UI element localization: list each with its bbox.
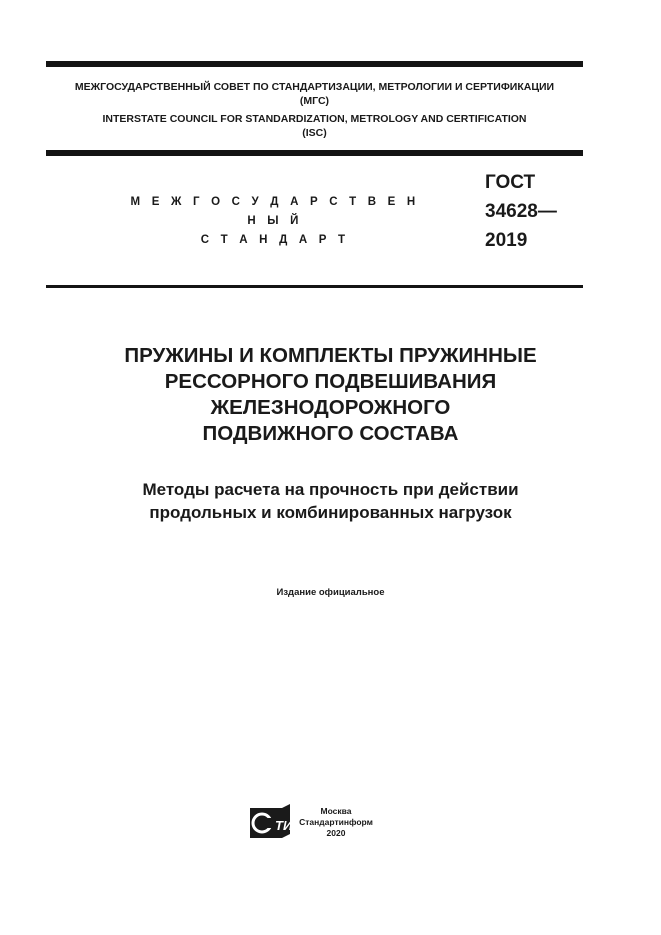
svg-text:ТИ: ТИ xyxy=(275,818,292,833)
gost-designation xyxy=(485,168,557,255)
document-title xyxy=(46,343,615,447)
subtitle-line: продольных и комбинированных нагрузок xyxy=(149,503,512,522)
council-en-line: INTERSTATE COUNCIL FOR STANDARDIZATION, METROLOGY AND CERTIFICATION xyxy=(102,113,527,125)
designation-rule xyxy=(46,285,583,288)
title-line: РЕССОРНОГО ПОДВЕШИВАНИЯ xyxy=(164,370,497,393)
publisher-info xyxy=(296,806,376,839)
publisher-name: Стандартинформ xyxy=(299,817,373,827)
council-name-en xyxy=(46,112,583,140)
subtitle-line: Методы расчета на прочность при действии xyxy=(142,480,519,499)
title-line: ЖЕЛЕЗНОДОРОЖНОГО xyxy=(210,396,451,419)
top-rule xyxy=(46,61,583,67)
title-line: ПРУЖИНЫ И КОМПЛЕКТЫ ПРУЖИННЫЕ xyxy=(124,344,537,367)
gost-year: 2019 xyxy=(485,230,528,251)
council-ru-abbr: (МГС) xyxy=(299,95,330,107)
council-ru-line: МЕЖГОСУДАРСТВЕННЫЙ СОВЕТ ПО СТАНДАРТИЗАЦИИ, МЕТРОЛОГИИ И СЕРТИФИКАЦИИ xyxy=(74,81,555,93)
publisher-city: Москва xyxy=(320,806,352,816)
title-line: ПОДВИЖНОГО СОСТАВА xyxy=(202,422,459,445)
council-name-ru xyxy=(46,80,583,108)
edition-note: Издание официальное xyxy=(276,587,385,598)
publisher-year: 2020 xyxy=(326,828,346,838)
standartinform-logo-icon xyxy=(248,804,292,840)
document-subtitle xyxy=(46,478,615,524)
standard-label-line1: М Е Ж Г О С У Д А Р С Т В Е Н Н Ы Й xyxy=(130,196,420,227)
header-rule xyxy=(46,150,583,156)
gost-prefix: ГОСТ xyxy=(485,172,536,193)
standard-label xyxy=(130,193,420,250)
standard-label-line2: С Т А Н Д А Р Т xyxy=(200,234,350,246)
council-en-abbr: (ISC) xyxy=(302,127,327,139)
gost-number: 34628— xyxy=(485,201,557,222)
